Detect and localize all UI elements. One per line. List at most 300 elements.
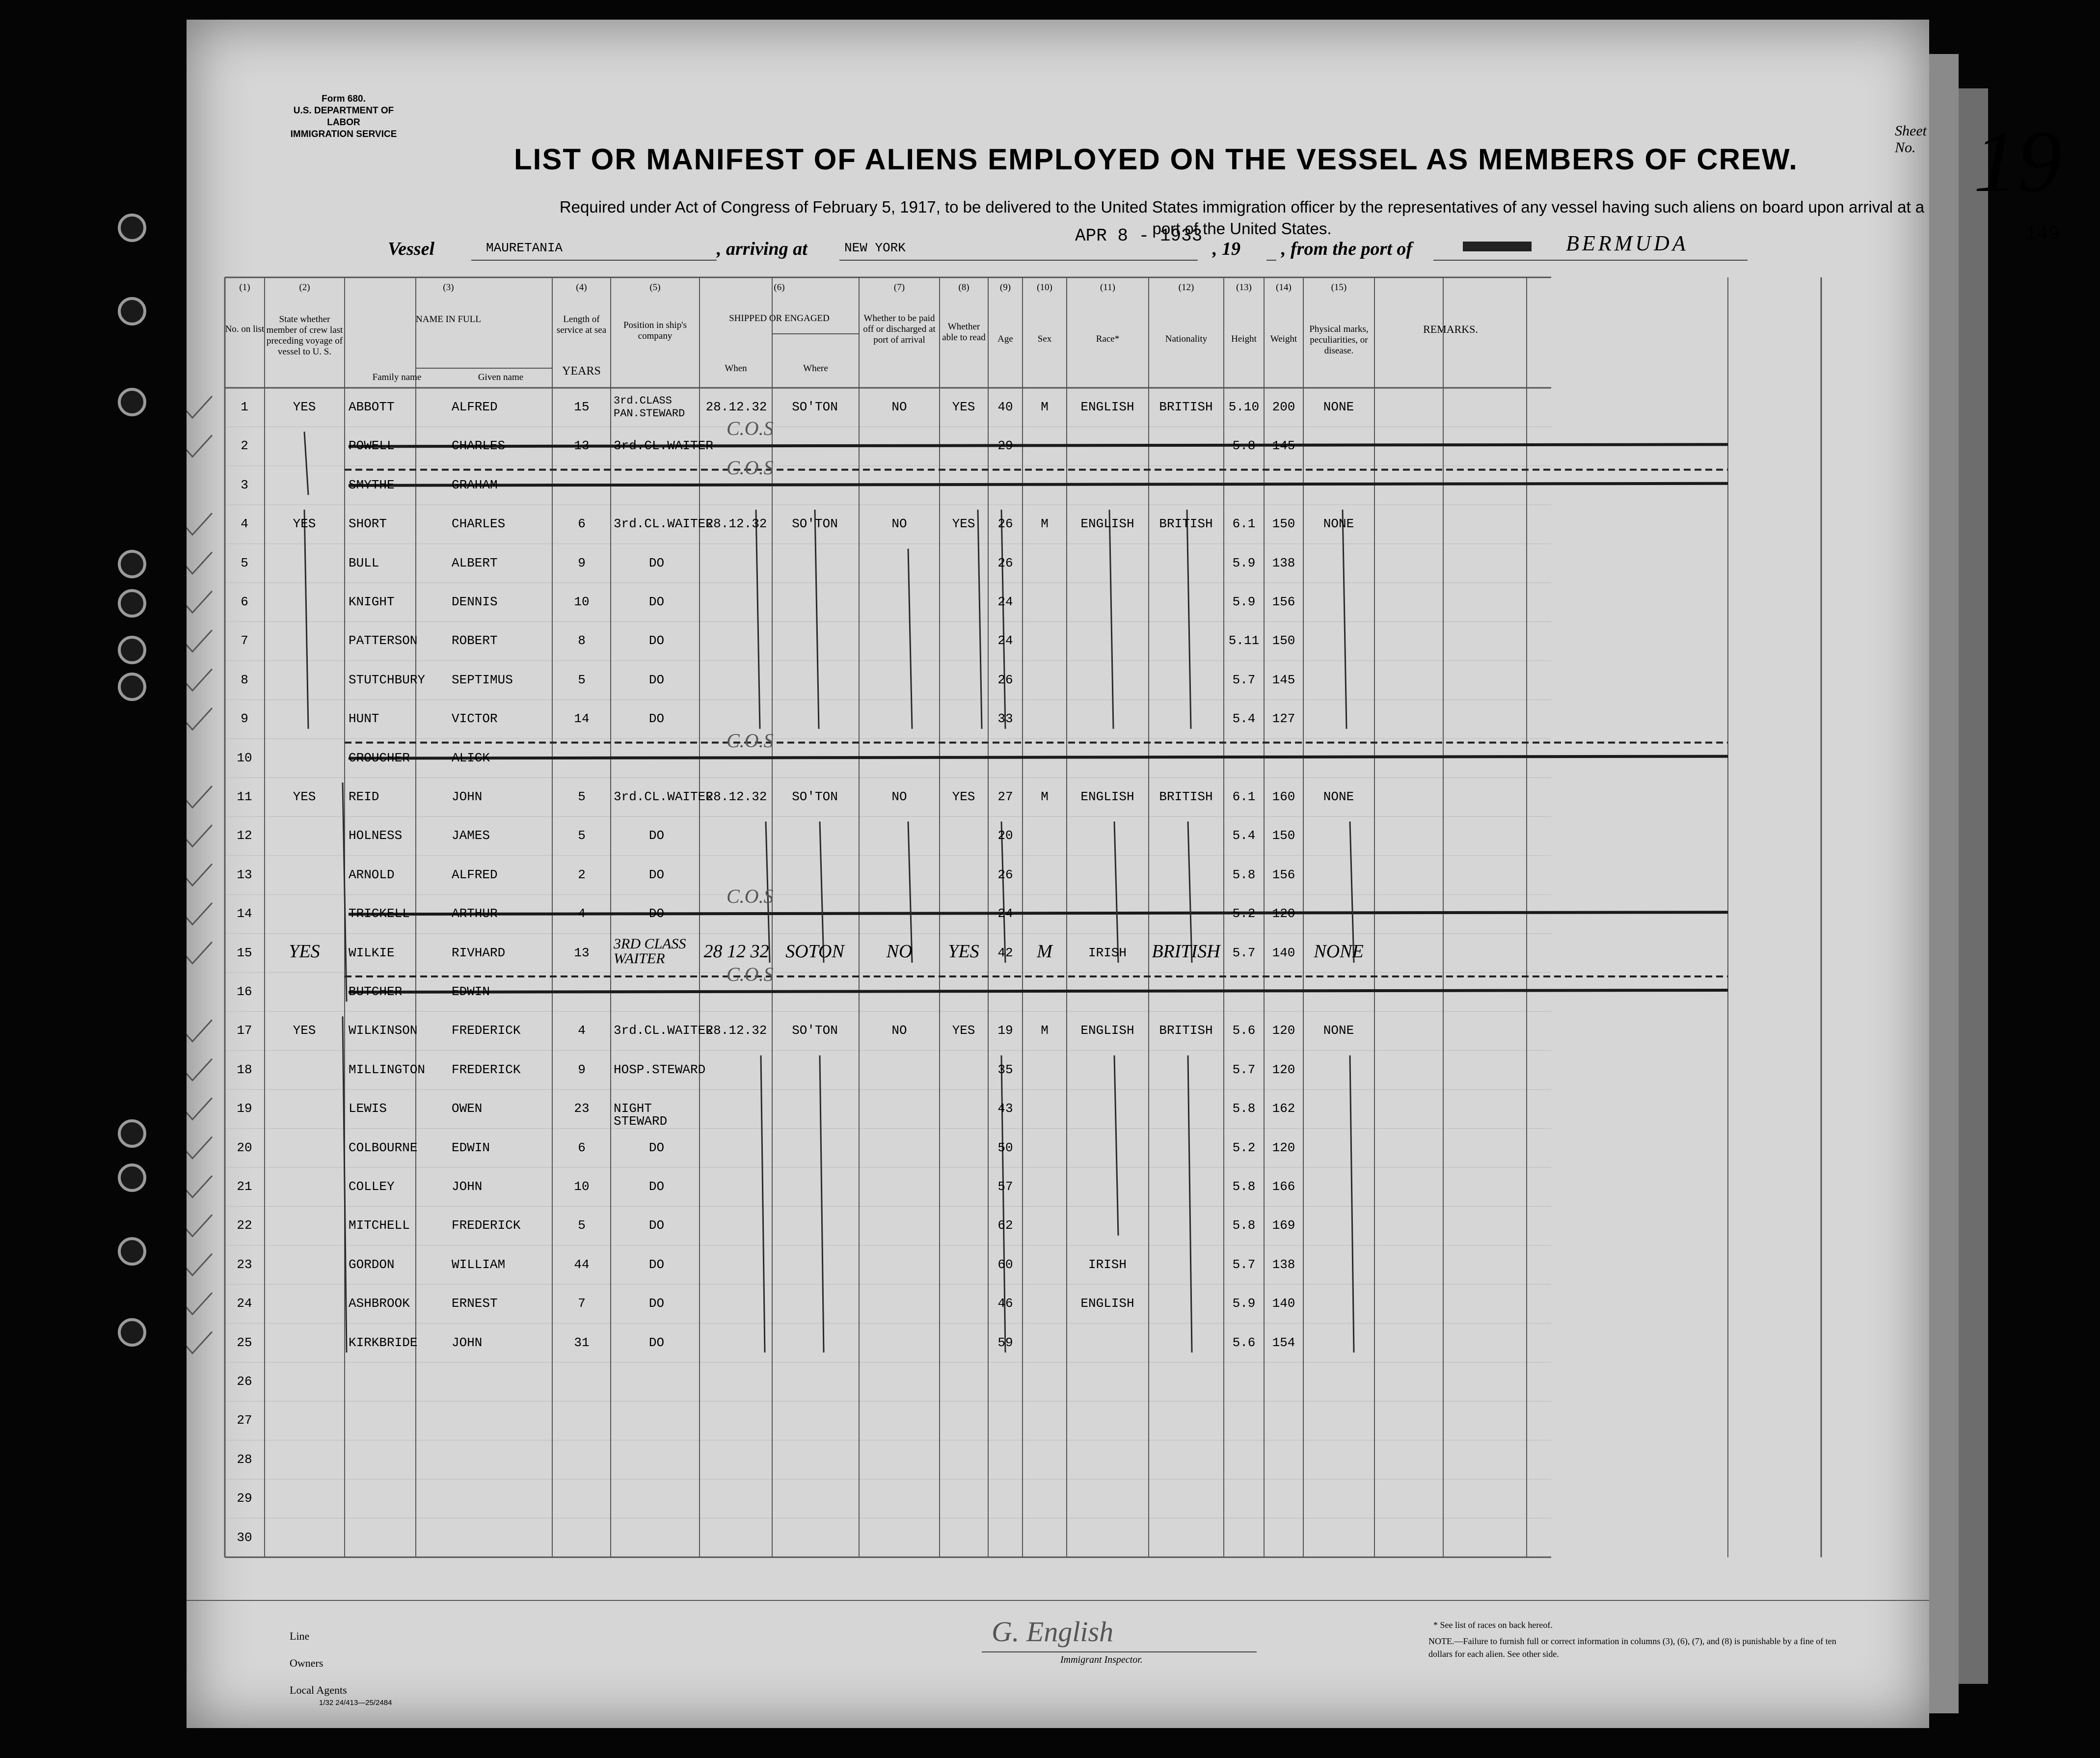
sex-cell: M bbox=[1041, 789, 1049, 804]
length-cell: 9 bbox=[578, 1062, 586, 1077]
given-name-cell: FREDERICK bbox=[452, 1023, 521, 1038]
prev-voyage-cell: YES bbox=[293, 516, 316, 532]
given-name-cell: JOHN bbox=[452, 1179, 483, 1194]
where-cell: SO'TON bbox=[792, 400, 838, 414]
age-cell: 40 bbox=[997, 400, 1013, 414]
weight-cell: 169 bbox=[1272, 1218, 1295, 1233]
height-cell: 5.4 bbox=[1232, 828, 1256, 843]
height-cell: 5.8 bbox=[1232, 1101, 1256, 1116]
owners-label: Owners bbox=[290, 1657, 323, 1669]
age-cell: 29 bbox=[997, 438, 1013, 454]
column-number: (6) bbox=[774, 282, 785, 293]
punch-hole bbox=[118, 297, 146, 325]
prev-voyage-cell: YES bbox=[289, 941, 320, 962]
check-mark bbox=[187, 1215, 212, 1236]
able-read-cell: YES bbox=[952, 789, 975, 804]
weight-cell: 138 bbox=[1272, 555, 1295, 570]
given-name-cell: VICTOR bbox=[452, 711, 498, 727]
row-number: 3 bbox=[241, 477, 248, 492]
family-name-cell: TRICKELL bbox=[349, 906, 410, 921]
header-physical: Physical marks, peculiarities, or disease. bbox=[1309, 324, 1369, 356]
race-cell: ENGLISH bbox=[1080, 516, 1134, 532]
family-name-cell: MITCHELL bbox=[349, 1218, 410, 1233]
inspector-signature: G. English bbox=[992, 1616, 1114, 1648]
manifest-table-grid bbox=[187, 20, 1929, 1728]
row-number: 7 bbox=[241, 633, 248, 649]
print-code: 1/32 24/413—25/2484 bbox=[319, 1699, 392, 1707]
family-name-cell: GORDON bbox=[349, 1257, 395, 1272]
position-cell: 3RD CLASS WAITER bbox=[614, 935, 686, 967]
height-cell: 5.2 bbox=[1232, 1140, 1256, 1155]
nationality-cell: BRITISH bbox=[1159, 1023, 1213, 1038]
row-number: 24 bbox=[237, 1296, 252, 1311]
position-cell: HOSP.STEWARD bbox=[614, 1062, 706, 1077]
weight-cell: 127 bbox=[1272, 711, 1295, 727]
age-cell: 19 bbox=[997, 1023, 1013, 1038]
column-number: (11) bbox=[1100, 282, 1115, 293]
family-name-cell: KIRKBRIDE bbox=[349, 1335, 418, 1350]
vessel-label: Vessel bbox=[388, 239, 434, 259]
age-cell: 33 bbox=[997, 711, 1013, 727]
height-cell: 5.4 bbox=[1232, 711, 1256, 727]
nationality-cell: BRITISH bbox=[1159, 516, 1213, 532]
height-cell: 5.7 bbox=[1232, 945, 1256, 960]
weight-cell: 150 bbox=[1272, 516, 1295, 532]
paid-off-cell: NO bbox=[891, 1023, 907, 1038]
row-number: 13 bbox=[237, 867, 252, 882]
row-number: 29 bbox=[237, 1491, 252, 1506]
header-prev-voyage: State whether member of crew last preceding voyage of vessel to U. S. bbox=[266, 314, 343, 357]
nationality-cell: BRITISH bbox=[1159, 400, 1213, 414]
ditto-mark bbox=[978, 510, 982, 729]
age-cell: 57 bbox=[997, 1179, 1013, 1194]
length-cell: 4 bbox=[578, 906, 586, 921]
header-weight: Weight bbox=[1270, 334, 1297, 344]
race-cell: ENGLISH bbox=[1080, 1023, 1134, 1038]
length-cell: 10 bbox=[574, 1179, 590, 1194]
header-shipped: SHIPPED OR ENGAGED bbox=[729, 313, 830, 324]
position-cell: 3rd.CLASS PAN.STEWARD bbox=[614, 395, 685, 420]
given-name-cell: WILLIAM bbox=[452, 1257, 506, 1272]
family-name-cell: CROUCHER bbox=[349, 750, 410, 765]
column-number: (14) bbox=[1276, 282, 1292, 293]
given-name-cell: EDWIN bbox=[452, 984, 490, 999]
family-name-cell: HUNT bbox=[349, 711, 379, 727]
physical-cell: NONE bbox=[1323, 516, 1354, 532]
header-family-name: Family name bbox=[372, 372, 422, 382]
punch-hole bbox=[118, 550, 146, 578]
given-name-cell: OWEN bbox=[452, 1101, 483, 1116]
given-name-cell: CHARLES bbox=[452, 516, 506, 532]
check-mark bbox=[187, 903, 212, 924]
family-name-cell: HOLNESS bbox=[349, 828, 403, 843]
family-name-cell: MILLINGTON bbox=[349, 1062, 426, 1077]
given-name-cell: ARTHUR bbox=[452, 906, 498, 921]
check-mark bbox=[187, 942, 212, 964]
age-cell: 43 bbox=[997, 1101, 1013, 1116]
height-cell: 5.7 bbox=[1232, 1257, 1256, 1272]
row-number: 20 bbox=[237, 1140, 252, 1155]
position-cell: DO bbox=[648, 906, 665, 921]
length-cell: 6 bbox=[578, 516, 586, 532]
ditto-mark bbox=[908, 549, 912, 729]
weight-cell: 150 bbox=[1272, 633, 1295, 649]
prev-voyage-cell: YES bbox=[293, 789, 316, 804]
given-name-cell: GRAHAM bbox=[452, 477, 498, 492]
given-name-cell: ALBERT bbox=[452, 555, 498, 570]
family-name-cell: ARNOLD bbox=[349, 867, 395, 882]
position-cell: DO bbox=[648, 595, 665, 609]
header-position: Position in ship's company bbox=[623, 320, 687, 341]
physical-cell: NONE bbox=[1323, 1023, 1354, 1038]
header-years: YEARS bbox=[562, 365, 601, 378]
paid-off-cell: NO bbox=[891, 400, 907, 414]
physical-cell: NONE bbox=[1323, 400, 1354, 414]
age-cell: 35 bbox=[997, 1062, 1013, 1077]
weight-cell: 156 bbox=[1272, 867, 1295, 882]
physical-cell: NONE bbox=[1323, 789, 1354, 804]
ditto-mark bbox=[1350, 1055, 1354, 1352]
position-cell: DO bbox=[648, 555, 665, 570]
height-cell: 6.1 bbox=[1232, 516, 1256, 532]
cos-margin-note: C.O.S bbox=[727, 417, 774, 440]
age-cell: 24 bbox=[997, 906, 1013, 921]
vessel-name: MAURETANIA bbox=[486, 241, 563, 255]
column-number: (10) bbox=[1037, 282, 1052, 293]
check-mark bbox=[187, 435, 212, 457]
strike-through-line bbox=[349, 990, 1728, 992]
row-number: 25 bbox=[237, 1335, 252, 1350]
cos-margin-note: C.O.S bbox=[727, 885, 774, 908]
header-able-read: Whether able to read bbox=[942, 322, 986, 343]
where-cell: SO'TON bbox=[792, 789, 838, 804]
position-cell: DO bbox=[648, 828, 665, 843]
given-name-cell: FREDERICK bbox=[452, 1062, 521, 1077]
row-number: 11 bbox=[237, 789, 252, 804]
row-number: 8 bbox=[241, 672, 248, 687]
given-name-cell: ALFRED bbox=[452, 867, 498, 882]
row-number: 23 bbox=[237, 1257, 252, 1272]
family-name-cell: KNIGHT bbox=[349, 595, 395, 609]
weight-cell: 162 bbox=[1272, 1101, 1295, 1116]
header-sex: Sex bbox=[1037, 334, 1052, 344]
ditto-mark bbox=[1114, 821, 1118, 963]
weight-cell: 120 bbox=[1272, 1140, 1295, 1155]
family-name-cell: ABBOTT bbox=[349, 400, 395, 414]
header-remarks: REMARKS. bbox=[1423, 323, 1478, 335]
check-mark bbox=[187, 591, 212, 613]
sheet-number-label: Sheet No. bbox=[1895, 123, 1927, 156]
height-cell: 5.8 bbox=[1232, 867, 1256, 882]
family-name-cell: SMYTHE bbox=[349, 477, 395, 492]
column-number: (2) bbox=[299, 282, 310, 293]
row-number: 16 bbox=[237, 984, 252, 999]
column-number: (5) bbox=[649, 282, 661, 293]
races-footnote: * See list of races on back hereof. bbox=[1433, 1620, 1553, 1630]
family-name-cell: BUTCHER bbox=[349, 984, 403, 999]
length-cell: 2 bbox=[578, 867, 586, 882]
able-read-cell: YES bbox=[948, 941, 979, 962]
sheet-number: 19 bbox=[1973, 112, 2062, 210]
column-number: (12) bbox=[1178, 282, 1194, 293]
given-name-cell: JAMES bbox=[452, 828, 490, 843]
age-cell: 60 bbox=[997, 1257, 1013, 1272]
ditto-mark bbox=[1001, 510, 1005, 729]
given-name-cell: JOHN bbox=[452, 1335, 483, 1350]
punch-hole bbox=[118, 636, 146, 664]
header-where: Where bbox=[803, 363, 828, 374]
check-mark bbox=[187, 396, 212, 418]
cos-margin-note: C.O.S bbox=[727, 729, 774, 752]
punch-hole bbox=[118, 589, 146, 618]
length-cell: 15 bbox=[574, 400, 590, 414]
family-name-cell: ASHBROOK bbox=[349, 1296, 410, 1311]
ditto-mark bbox=[756, 510, 760, 729]
physical-cell: NONE bbox=[1314, 941, 1364, 962]
family-name-cell: REID bbox=[349, 789, 379, 804]
row-number: 12 bbox=[237, 828, 252, 843]
punch-hole bbox=[118, 1318, 146, 1347]
row-number: 19 bbox=[237, 1101, 252, 1116]
weight-cell: 120 bbox=[1272, 906, 1295, 921]
length-cell: 9 bbox=[578, 555, 586, 570]
race-cell: ENGLISH bbox=[1080, 789, 1134, 804]
row-number: 22 bbox=[237, 1218, 252, 1233]
sex-cell: M bbox=[1041, 1023, 1049, 1038]
column-number: (9) bbox=[999, 282, 1011, 293]
paid-off-cell: NO bbox=[886, 941, 913, 962]
given-name-cell: EDWIN bbox=[452, 1140, 490, 1155]
check-mark bbox=[187, 1137, 212, 1159]
row-number: 14 bbox=[237, 906, 252, 921]
year-label: , 19 bbox=[1212, 239, 1240, 259]
paid-off-cell: NO bbox=[891, 516, 907, 532]
sex-cell: M bbox=[1037, 941, 1052, 962]
position-cell: NIGHT STEWARD bbox=[614, 1101, 668, 1129]
age-cell: 26 bbox=[997, 672, 1013, 687]
position-cell: DO bbox=[648, 1218, 665, 1233]
ditto-mark bbox=[304, 510, 308, 729]
height-cell: 5.8 bbox=[1232, 1218, 1256, 1233]
when-cell: 28.12.32 bbox=[705, 516, 767, 532]
given-name-cell: JOHN bbox=[452, 789, 483, 804]
length-cell: 5 bbox=[578, 1218, 586, 1233]
column-number: (8) bbox=[958, 282, 969, 293]
weight-cell: 120 bbox=[1272, 1023, 1295, 1038]
race-cell: ENGLISH bbox=[1080, 1296, 1134, 1311]
row-number: 1 bbox=[241, 400, 248, 414]
ditto-mark bbox=[304, 432, 308, 495]
header-paid-off: Whether to be paid off or discharged at port of arrival bbox=[863, 313, 936, 345]
column-number: (3) bbox=[443, 282, 454, 293]
header-nationality: Nationality bbox=[1165, 334, 1208, 344]
age-cell: 50 bbox=[997, 1140, 1013, 1155]
height-cell: 5.2 bbox=[1232, 906, 1256, 921]
check-mark bbox=[187, 513, 212, 535]
position-cell: DO bbox=[648, 672, 665, 687]
where-cell: SO'TON bbox=[792, 516, 838, 532]
row-number: 6 bbox=[241, 595, 248, 609]
row-number: 10 bbox=[237, 750, 252, 765]
row-number: 4 bbox=[241, 516, 248, 532]
position-cell: 3rd.CL.WAITER bbox=[614, 1023, 713, 1038]
height-cell: 5.9 bbox=[1232, 555, 1256, 570]
race-cell: IRISH bbox=[1088, 945, 1127, 960]
from-port-label: , from the port of bbox=[1281, 239, 1413, 259]
family-name-cell: LEWIS bbox=[349, 1101, 387, 1116]
given-name-cell: RIVHARD bbox=[452, 945, 506, 960]
signature-line bbox=[982, 1650, 1257, 1654]
family-name-cell: STUTCHBURY bbox=[349, 672, 426, 687]
height-cell: 5.8 bbox=[1232, 1179, 1256, 1194]
ditto-mark bbox=[1109, 510, 1113, 729]
height-cell: 5.6 bbox=[1232, 1335, 1256, 1350]
given-name-cell: DENNIS bbox=[452, 595, 498, 609]
check-mark bbox=[187, 1098, 212, 1119]
fine-note: NOTE.—Failure to furnish full or correct information in columns (3), (6), (7), and (8) is punishable by a fine of ten dollars for each alien. See other side. bbox=[1428, 1636, 1836, 1659]
race-cell: ENGLISH bbox=[1080, 400, 1134, 414]
able-read-cell: YES bbox=[952, 1023, 975, 1038]
row-number: 27 bbox=[237, 1413, 252, 1428]
header-age: Age bbox=[997, 334, 1013, 344]
age-cell: 26 bbox=[997, 555, 1013, 570]
prev-voyage-cell: YES bbox=[293, 1023, 316, 1038]
given-name-cell: SEPTIMUS bbox=[452, 672, 513, 687]
underlying-page-edge-2 bbox=[1959, 88, 1988, 1684]
position-cell: DO bbox=[648, 1335, 665, 1350]
age-cell: 27 bbox=[997, 789, 1013, 804]
weight-cell: 138 bbox=[1272, 1257, 1295, 1272]
length-cell: 13 bbox=[574, 438, 590, 454]
height-cell: 5.6 bbox=[1232, 1023, 1256, 1038]
weight-cell: 140 bbox=[1272, 945, 1295, 960]
inspector-label: Immigrant Inspector. bbox=[1060, 1654, 1143, 1665]
punch-hole bbox=[118, 673, 146, 701]
height-cell: 6.1 bbox=[1232, 789, 1256, 804]
height-cell: 5.8 bbox=[1232, 438, 1256, 454]
column-number: (7) bbox=[893, 282, 905, 293]
page-stamp: 149 bbox=[2025, 223, 2061, 245]
ditto-mark bbox=[1188, 1055, 1192, 1352]
height-cell: 5.7 bbox=[1232, 672, 1256, 687]
length-cell: 5 bbox=[578, 828, 586, 843]
header-when: When bbox=[725, 363, 747, 374]
length-cell: 31 bbox=[574, 1335, 590, 1350]
given-name-cell: ALICK bbox=[452, 750, 490, 765]
sex-cell: M bbox=[1041, 516, 1049, 532]
check-mark bbox=[187, 552, 212, 574]
position-cell: DO bbox=[648, 1179, 665, 1194]
prev-voyage-cell: YES bbox=[293, 400, 316, 414]
punch-hole bbox=[118, 1237, 146, 1266]
weight-cell: 120 bbox=[1272, 1062, 1295, 1077]
length-cell: 4 bbox=[578, 1023, 586, 1038]
punch-hole bbox=[118, 214, 146, 242]
position-cell: DO bbox=[648, 1296, 665, 1311]
position-cell: DO bbox=[648, 1140, 665, 1155]
length-cell: 44 bbox=[574, 1257, 590, 1272]
page-title: LIST OR MANIFEST OF ALIENS EMPLOYED ON THE VESSEL AS MEMBERS OF CREW. bbox=[514, 143, 1798, 176]
position-cell: DO bbox=[648, 867, 665, 882]
where-cell: SOTON bbox=[785, 941, 844, 962]
family-name-cell: WILKIE bbox=[349, 945, 395, 960]
check-mark bbox=[187, 669, 212, 691]
age-cell: 24 bbox=[997, 595, 1013, 609]
nationality-cell: BRITISH bbox=[1159, 789, 1213, 804]
when-cell: 28.12.32 bbox=[705, 400, 767, 414]
check-mark bbox=[187, 1176, 212, 1197]
ditto-mark bbox=[1114, 1055, 1118, 1236]
age-cell: 62 bbox=[997, 1218, 1013, 1233]
check-mark bbox=[187, 1020, 212, 1041]
ditto-mark bbox=[1343, 510, 1346, 729]
header-name-in-full: NAME IN FULL bbox=[416, 314, 481, 325]
punch-hole bbox=[118, 1119, 146, 1148]
ditto-mark bbox=[1187, 510, 1191, 729]
given-name-cell: ROBERT bbox=[452, 633, 498, 649]
able-read-cell: YES bbox=[952, 400, 975, 414]
family-name-cell: COLLEY bbox=[349, 1179, 395, 1194]
header-length-service: Length of service at sea bbox=[556, 314, 607, 335]
length-cell: 14 bbox=[574, 711, 590, 727]
column-number: (15) bbox=[1331, 282, 1347, 293]
height-cell: 5.10 bbox=[1228, 400, 1260, 414]
length-cell: 10 bbox=[574, 595, 590, 609]
punch-hole bbox=[118, 1163, 146, 1192]
header-height: Height bbox=[1231, 334, 1257, 344]
check-mark bbox=[187, 786, 212, 808]
age-cell: 46 bbox=[997, 1296, 1013, 1311]
department: U.S. DEPARTMENT OF LABOR bbox=[293, 106, 394, 128]
length-cell: 5 bbox=[578, 789, 586, 804]
age-cell: 26 bbox=[997, 516, 1013, 532]
weight-cell: 140 bbox=[1272, 1296, 1295, 1311]
header-race: Race* bbox=[1096, 334, 1120, 344]
manifest-page bbox=[187, 20, 2062, 1728]
check-mark bbox=[187, 1059, 212, 1081]
strike-through-line bbox=[349, 757, 1728, 758]
weight-cell: 200 bbox=[1272, 400, 1295, 414]
row-number: 26 bbox=[237, 1374, 252, 1389]
check-mark bbox=[187, 708, 212, 730]
row-number: 5 bbox=[241, 555, 248, 570]
column-number: (13) bbox=[1236, 282, 1252, 293]
row-number: 30 bbox=[237, 1530, 252, 1545]
height-cell: 5.9 bbox=[1232, 1296, 1256, 1311]
position-cell: DO bbox=[648, 711, 665, 727]
when-cell: 28.12.32 bbox=[705, 1023, 767, 1038]
family-name-cell: PATTERSON bbox=[349, 633, 418, 649]
family-name-cell: SHORT bbox=[349, 516, 387, 532]
length-cell: 23 bbox=[574, 1101, 590, 1116]
race-cell: IRISH bbox=[1088, 1257, 1127, 1272]
given-name-cell: ALFRED bbox=[452, 400, 498, 414]
age-cell: 42 bbox=[997, 945, 1013, 960]
cos-margin-note: C.O.S bbox=[727, 456, 774, 479]
row-number: 17 bbox=[237, 1023, 252, 1038]
header-given-name: Given name bbox=[478, 372, 524, 382]
length-cell: 5 bbox=[578, 672, 586, 687]
row-number: 2 bbox=[241, 438, 248, 454]
weight-cell: 156 bbox=[1272, 595, 1295, 609]
able-read-cell: YES bbox=[952, 516, 975, 532]
position-cell: DO bbox=[648, 1257, 665, 1272]
row-number: 28 bbox=[237, 1452, 252, 1467]
cos-margin-note: C.O.S bbox=[727, 963, 774, 985]
row-number: 15 bbox=[237, 945, 252, 960]
ditto-mark bbox=[815, 510, 819, 729]
check-mark bbox=[187, 1332, 212, 1353]
